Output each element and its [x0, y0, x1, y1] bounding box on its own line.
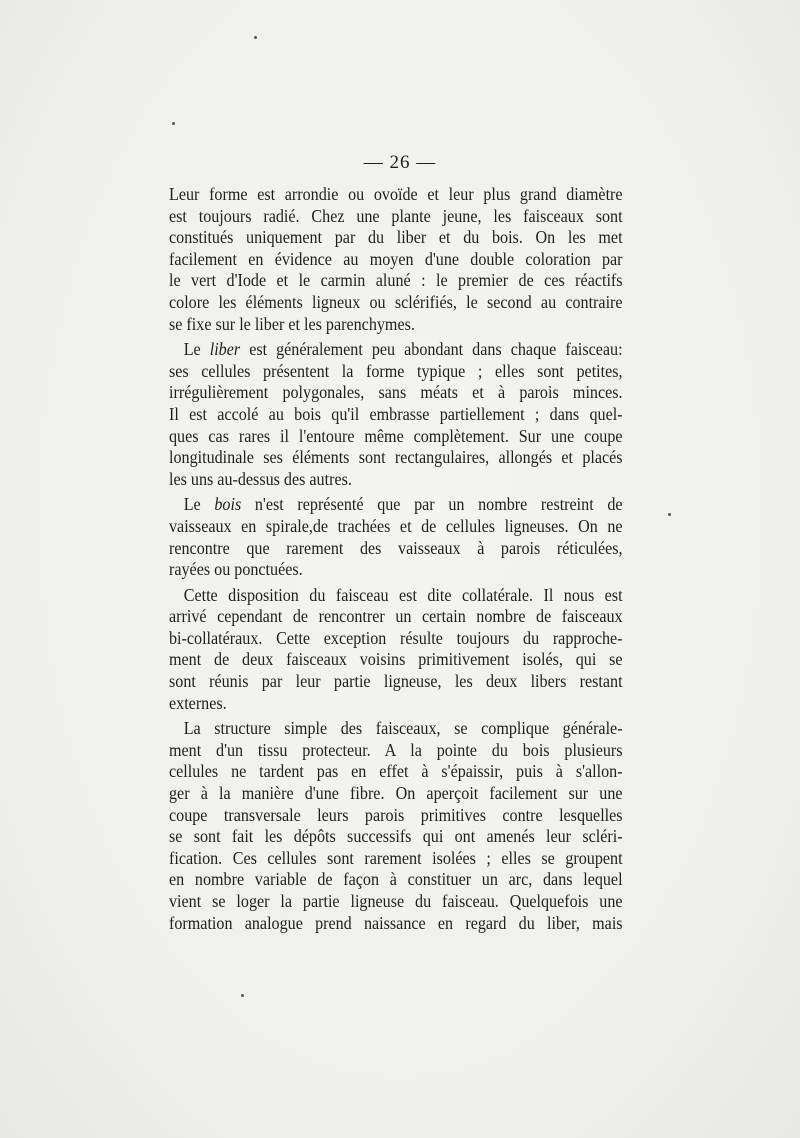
text-line: formation analogue prend naissance en regard du liber, mais — [169, 912, 623, 933]
text-line: externes. — [169, 692, 227, 713]
text-line: Cette disposition du faisceau est dite collatérale. Il nous est — [183, 584, 623, 605]
text-line: Leur forme est arrondie ou ovoïde et leur plus grand diamètre — [169, 184, 623, 204]
paper-speck — [172, 122, 175, 125]
text-line: irrégulièrement polygonales, sans méats et à parois minces. — [169, 382, 623, 403]
text-line: coupe transversale leurs parois primitives contre lesquelles — [169, 804, 623, 825]
text-line: facilement en évidence au moyen d'une double coloration par — [169, 248, 623, 269]
text-line: rayées ou ponctuées. — [169, 559, 303, 580]
text-line: sont réunis par leur partie ligneuse, les deux libers restant — [169, 671, 623, 692]
paragraph-structure — [169, 718, 623, 934]
paragraph-form — [169, 184, 623, 335]
paragraph-liber — [169, 339, 623, 490]
paragraph-bois — [169, 494, 623, 580]
text-line: ment d'un tissu protecteur. A la pointe du bois plusieurs — [169, 739, 623, 760]
text-line: bi-collatéraux. Cette exception résulte toujours du rapproche- — [169, 627, 623, 648]
italic-term: liber — [209, 339, 241, 360]
text-line: rencontre que rarement des vaisseaux à parois réticulées, — [169, 537, 623, 558]
paper-speck — [254, 36, 257, 39]
text-line: en nombre variable de façon à constituer un arc, dans lequel — [169, 869, 623, 890]
text-line — [169, 339, 623, 361]
text-line: ques cas rares il l'entoure même complètement. Sur une coupe — [169, 425, 623, 446]
text-line: Il est accolé au bois qu'il embrasse partiellement ; dans quel- — [169, 403, 623, 424]
text-line: vaisseaux en spirale,de trachées et de cellules ligneuses. On ne — [169, 515, 623, 536]
page-number: — 26 — — [363, 152, 437, 173]
text-fragment: Le — [183, 339, 210, 360]
text-fragment: Le — [183, 494, 215, 515]
text-line: le vert d'Iode et le carmin aluné : le premier de ces réactifs — [169, 270, 623, 291]
paper-speck — [668, 513, 671, 516]
text-line: se fixe sur le liber et les parenchymes. — [169, 313, 415, 334]
text-line: ment de deux faisceaux voisins primitivement isolés, qui se — [169, 649, 623, 670]
paragraph-disposition — [169, 585, 623, 715]
paper-speck — [241, 994, 244, 997]
text-line: La structure simple des faisceaux, se complique générale- — [183, 718, 623, 739]
italic-term: bois — [214, 494, 242, 515]
text-fragment: n'est représenté que par un nombre restreint de — [241, 494, 623, 515]
text-line — [169, 494, 623, 516]
text-line: colore les éléments ligneux ou sclérifiés, le second au contraire — [169, 291, 623, 312]
text-line: vient se loger la partie ligneuse du faisceau. Quelquefois une — [169, 891, 623, 911]
text-line: cellules ne tardent pas en effet à s'épaissir, puis à s'allon- — [169, 761, 623, 782]
text-line: constitués uniquement par du liber et du bois. On les met — [169, 227, 623, 248]
text-line: ses cellules présentent la forme typique ; elles sont petites, — [169, 360, 623, 381]
text-line: les uns au-dessus des autres. — [169, 468, 352, 489]
text-line: se sont fait les dépôts successifs qui ont amenés leur scléri- — [169, 826, 623, 847]
body-text — [169, 184, 623, 938]
text-line: est toujours radié. Chez une plante jeune, les faisceaux sont — [169, 205, 623, 226]
text-fragment: est généralement peu abondant dans chaque faisceau: — [240, 339, 623, 360]
text-line: longitudinale ses éléments sont rectangulaires, allongés et placés — [169, 447, 623, 468]
text-line: fication. Ces cellules sont rarement isolées ; elles se groupent — [169, 847, 623, 868]
text-line: arrivé cependant de rencontrer un certain nombre de faisceaux — [169, 606, 623, 627]
text-line: ger à la manière d'une fibre. On aperçoit facilement sur une — [169, 783, 623, 804]
